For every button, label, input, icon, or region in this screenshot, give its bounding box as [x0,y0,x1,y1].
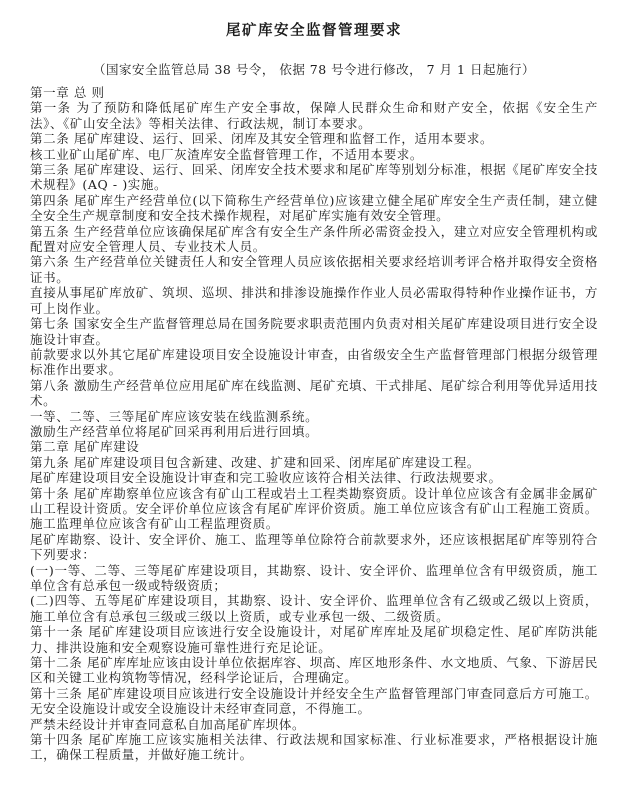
document-title: 尾矿库安全监督管理要求 [226,22,402,39]
paragraph: 第十三条 尾矿库建设项目应该进行安全设施设计并经安全生产监督管理部门审查同意后方可施工。 [30,685,598,701]
paragraph: 第十四条 尾矿库施工应该实施相关法律、行政法规和国家标准、行业标准要求，严格根据设计施工，确保工程质量，并做好施工统计。 [30,732,598,763]
paragraph: 第九条 尾矿库建设项目包含新建、改建、扩建和回采、闭库尾矿库建设工程。 [30,454,480,470]
paragraph: 第一条 为了预防和降低尾矿库生产安全事故，保障人民群众生命和财产安全，依据《安全生产法》、《矿山安全法》等相关法律、行政法规，制订本要求。 [30,100,598,131]
paragraph: 第十一条 尾矿库建设项目应该进行安全设施设计，对尾矿库库址及尾矿坝稳定性、尾矿库防洪能力、排洪设施和安全观察设施可靠性进行充足论证。 [30,624,598,655]
paragraph: 核工业矿山尾矿库、电厂灰渣库安全监督管理工作，不适用本要求。 [30,146,424,162]
paragraph: (一)一等、二等、三等尾矿库建设项目，其勘察、设计、安全评价、监理单位含有甲级资质，施工单位含有总承包一级或特级资质； [30,562,598,593]
paragraph: 前款要求以外其它尾矿库建设项目安全设施设计审查，由省级安全生产监督管理部门根据分级管理标准作出要求。 [30,346,598,378]
paragraph: 第十二条 尾矿库库址应该由设计单位依据库容、坝高、库区地形条件、水文地质、气象、下游居民区和关键工业构筑物等情况，经科学论证后，合理确定。 [30,655,598,686]
paragraph: 第八条 激励生产经营单位应用尾矿库在线监测、尾矿充填、干式排尾、尾矿综合利用等优异适用技术。 [30,377,598,409]
paragraph: 第七条 国家安全生产监督管理总局在国务院要求职责范围内负责对相关尾矿库建设项目进行安全设施设计审查。 [30,316,598,347]
paragraph: 第三条 尾矿库建设、运行、回采、闭库安全技术要求和尾矿库等别划分标准，根据《尾矿库安全技术规程》(AQ - )实施。 [30,162,598,193]
paragraph: 尾矿库勘察、设计、安全评价、施工、监理等单位除符合前款要求外，还应该根据尾矿库等别符合下列要求： [30,531,598,563]
paragraph: 第十条 尾矿库勘察单位应该含有矿山工程或岩土工程类勘察资质。设计单位应该含有金属非金属矿山工程设计资质。安全评价单位应该含有尾矿库评价资质。施工单位应该含有矿山工程施工资质。施工监理单位应该含有矿山工程监理资质。 [30,485,598,532]
paragraph: 尾矿库建设项目安全设施设计审查和完工验收应该符合相关法律、行政法规要求。 [30,470,502,486]
paragraph: 第一章 总 则 [30,85,105,100]
paragraph: 第五条 生产经营单位应该确保尾矿库含有安全生产条件所必需资金投入，建立对应安全管理机构或配置对应安全管理人员、专业技术人员。 [30,223,598,255]
paragraph: 直接从事尾矿库放矿、筑坝、巡坝、排洪和排渗设施操作作业人员必需取得特种作业操作证书，方可上岗作业。 [30,285,598,316]
paragraph: 第六条 生产经营单位关键责任人和安全管理人员应该依据相关要求经培训考评合格并取得安全资格证书。 [30,254,598,285]
paragraph: 严禁未经设计并审查同意私自加高尾矿库坝体。 [30,716,306,732]
paragraph: 无安全设施设计或安全设施设计未经审查同意，不得施工。 [30,701,371,717]
document-subtitle: （国家安全监管总局 38 号令， 依据 78 号令进行修改， 7 月 1 日起施行） [93,62,535,77]
paragraph: 第四条 尾矿库生产经营单位(以下简称生产经营单位)应该建立健全尾矿库安全生产责任制，建立健全安全生产规章制度和安全技术操作规程，对尾矿库实施有效安全管理。 [30,192,598,224]
document-body [30,85,598,763]
paragraph: 第二章 尾矿库建设 [30,439,140,455]
paragraph: (二)四等、五等尾矿库建设项目，其勘察、设计、安全评价、监理单位含有乙级或乙级以上资质，施工单位含有总承包三级或三级以上资质，或专业承包一级、二级资质。 [30,593,598,624]
paragraph: 第二条 尾矿库建设、运行、回采、闭库及其安全管理和监督工作，适用本要求。 [30,131,494,147]
paragraph: 一等、二等、三等尾矿库应该安装在线监测系统。 [30,408,319,424]
paragraph: 激励生产经营单位将尾矿回采再利用后进行回填。 [30,423,319,439]
